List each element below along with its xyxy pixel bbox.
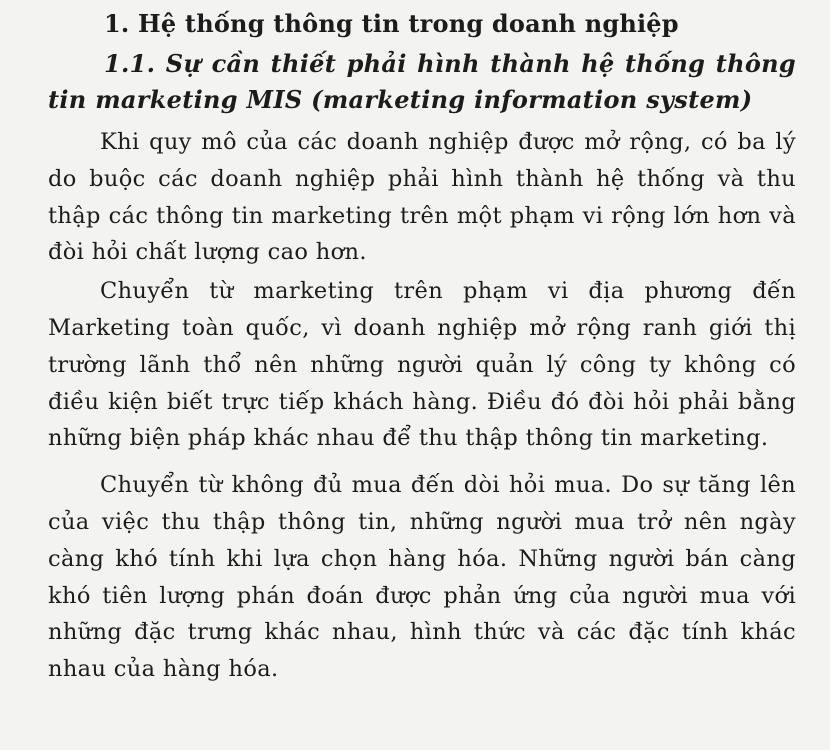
subsection-heading: 1.1. Sự cần thiết phải hình thành hệ thống thông tin marketing MIS (marketing information system) xyxy=(48,49,796,114)
paragraph-intro: Khi quy mô của các doanh nghiệp được mở rộng, có ba lý do buộc các doanh nghiệp phải hình thành hệ thống và thu thập các thông tin marketing trên một phạm vi rộng lớn hơn và đòi hỏi chất lượng cao hơn. xyxy=(48,129,796,266)
paragraph-local-to-national: Chuyển từ marketing trên phạm vi địa phương đến Marketing toàn quốc, vì doanh nghiệp mở rộng ranh giới thị trường lãnh thổ nên những người quản lý công ty không có điều kiện biết trực tiếp khách hàng. Điều đó đòi hỏi phải bằng những biện pháp khác nhau để thu thập thông tin marketing. xyxy=(48,278,796,452)
section-heading: 1. Hệ thống thông tin trong doanh nghiệp xyxy=(104,9,679,38)
paragraph-buyer-demand: Chuyển từ không đủ mua đến dòi hỏi mua. Do sự tăng lên của việc thu thập thông tin, những người mua trở nên ngày càng khó tính khi lựa chọn hàng hóa. Những người bán càng khó tiên lượng phán đoán được phản ứng của người mua với những đặc trưng khác nhau, hình thức và các đặc tính khác nhau của hàng hóa. xyxy=(48,472,796,683)
